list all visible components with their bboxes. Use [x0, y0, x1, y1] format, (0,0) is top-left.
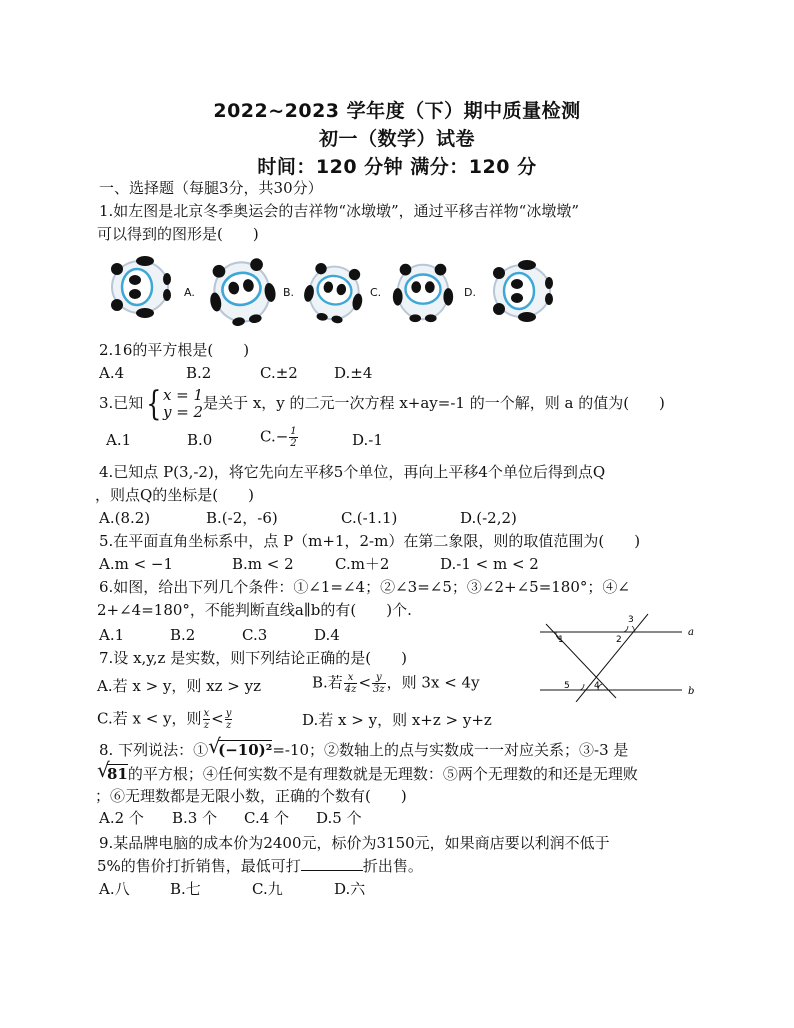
q1-option-c-label: C.	[370, 286, 382, 299]
q3-option-c-num: 1	[290, 426, 297, 437]
transversal-2	[576, 614, 648, 702]
q2-stem: 2.16的平方根是( )	[99, 341, 250, 359]
q4-option-b: B.(-2，-6)	[206, 509, 278, 527]
q6-stem-line2: 2+∠4=180°，不能判断直线a∥b的有( )个.	[97, 601, 412, 619]
q7-option-b-post: ，则 3x < 4y	[386, 673, 480, 692]
q1-stem-line1: 1.如左图是北京冬季奥运会的吉祥物“冰墩墩”，通过平移吉祥物“冰墩墩”	[99, 202, 579, 220]
q2-option-b: B.2	[186, 364, 212, 382]
q3-equation-system	[163, 387, 203, 421]
q8-stem-line3: ；⑥无理数都是无限小数，正确的个数有( )	[95, 787, 407, 805]
angle-4-label: 4	[594, 681, 600, 691]
q7-option-b	[312, 672, 480, 695]
q8-line2-text: 的平方根；④任何实数不是有理数就是无理数：⑤两个无理数的和还是无理败	[127, 765, 638, 783]
q3-brace: {	[146, 384, 162, 424]
exam-title: 2022~2023 学年度（下）期中质量检测	[213, 100, 581, 122]
q7-option-d: D.若 x > y，则 x+z > y+z	[302, 711, 492, 729]
q3-option-c-den: 2	[290, 438, 297, 449]
q2-option-d: D.±4	[334, 364, 373, 382]
q5-option-b: B.m < 2	[232, 555, 294, 573]
parallel-lines-figure	[536, 610, 706, 702]
q5-stem: 5.在平面直角坐标系中，点 P（m+1，2-m）在第二象限，则的取值范围为( )	[99, 532, 641, 550]
q8-option-b: B.3 个	[172, 809, 218, 827]
q5-option-d: D.-1 < m < 2	[440, 555, 539, 573]
q3-option-c	[260, 426, 299, 449]
q7-stem: 7.设 x,y,z 是实数，则下列结论正确的是( )	[99, 649, 407, 667]
q7-b-d2: 3z	[373, 684, 385, 695]
q9-option-c: C.九	[252, 880, 283, 898]
q3-option-b: B.0	[187, 431, 213, 449]
panda-option-c-image	[388, 256, 458, 328]
angle-2-label: 2	[616, 635, 622, 645]
q1-option-b-label: B.	[283, 286, 295, 299]
exam-subtitle: 初一（数学）试卷	[318, 128, 475, 150]
q7-option-c-pre: C.若 x < y，则	[97, 709, 202, 728]
panda-option-d-image	[486, 258, 558, 324]
q7-b-n2: y	[372, 672, 386, 684]
q3-option-a: A.1	[106, 431, 132, 449]
q3-option-d: D.-1	[352, 431, 383, 449]
q3-option-c-fraction	[289, 426, 297, 449]
q9-line2-pre: 5%的售价打折销售，最低可打	[97, 857, 301, 875]
q8-option-d: D.5 个	[316, 809, 362, 827]
panda-option-a-image	[202, 257, 282, 327]
panda-option-b-image	[300, 256, 368, 330]
q9-option-d: D.六	[334, 880, 366, 898]
q3-option-c-prefix: C.−	[260, 427, 289, 446]
q5-option-a: A.m < −1	[99, 555, 174, 573]
q2-option-a: A.4	[99, 364, 125, 382]
q7-option-c-frac1	[203, 708, 211, 731]
line-a-label: a	[688, 627, 694, 638]
q4-option-c: C.(-1.1)	[341, 509, 398, 527]
q8-stem-line1	[99, 734, 629, 760]
q8-option-c: C.4 个	[244, 809, 290, 827]
line-b-label: b	[688, 686, 695, 697]
q8-sqrt-81-arg: 81	[107, 765, 128, 783]
q4-stem-line1: 4.已知点 P(3,-2)，将它先向左平移5个单位，再向上平移4个单位后得到点Q	[99, 463, 606, 481]
q3-eq1: x = 1	[162, 386, 204, 404]
q3-stem	[99, 384, 665, 424]
q8-post: =-10；②数轴上的点与实数成一一对应关系；③-3 是	[272, 741, 629, 759]
q7-c-d1: z	[203, 720, 209, 731]
q7-option-b-frac1	[344, 672, 358, 695]
q4-option-d: D.(-2,2)	[460, 509, 517, 527]
angle-1-label: 1	[558, 635, 564, 645]
angle-3-label: 3	[628, 615, 634, 625]
q8-stem-line2	[97, 758, 638, 784]
q7-option-b-frac2	[372, 672, 386, 695]
q9-stem-line2	[97, 856, 423, 876]
q6-stem-line1: 6.如图，给出下列几个条件：①∠1=∠4；②∠3=∠5；③∠2+∠5=180°；④∠	[99, 578, 630, 596]
q3-stem-pre: 3.已知	[99, 394, 144, 412]
q1-option-d-label: D.	[464, 286, 476, 299]
q9-line2-post: 折出售。	[362, 857, 423, 875]
q7-b-d1: 4z	[344, 684, 357, 695]
q8-sqrt-1: √ (−10)²	[208, 734, 273, 759]
q1-option-a-label: A.	[184, 286, 195, 299]
angle-5-label: 5	[564, 681, 570, 691]
q8-sqrt-arg: (−10)²	[218, 741, 273, 759]
q7-option-c-frac2	[225, 708, 233, 731]
q9-option-a: A.八	[99, 880, 130, 898]
q3-eq2: y = 2	[162, 403, 204, 421]
q7-option-b-pre: B.若	[312, 673, 343, 692]
q8-sqrt-81: √ 81	[97, 758, 128, 783]
panda-original-image	[104, 254, 176, 320]
q6-option-d: D.4	[314, 626, 340, 644]
q8-option-a: A.2 个	[99, 809, 144, 827]
q5-option-c: C.m＋2	[335, 555, 390, 573]
q4-option-a: A.(8.2)	[99, 509, 151, 527]
q1-stem-line2: 可以得到的图形是( )	[97, 225, 259, 243]
q9-answer-blank	[301, 856, 363, 871]
q7-b-lt: <	[358, 673, 372, 692]
q7-c-n1: x	[203, 708, 210, 719]
q7-c-d2: z	[225, 720, 232, 731]
q7-c-n2: y	[225, 708, 232, 719]
q6-option-a: A.1	[99, 626, 125, 644]
exam-time-score: 时间：120 分钟 满分：120 分	[257, 156, 537, 178]
q7-option-a: A.若 x > y，则 xz > yz	[97, 677, 262, 695]
q7-c-lt: <	[211, 709, 224, 728]
q6-option-b: B.2	[170, 626, 196, 644]
q8-pre: 8. 下列说法：①	[99, 741, 209, 759]
q6-option-c: C.3	[242, 626, 268, 644]
section-heading: 一、选择题（每腿3分，共30分）	[99, 179, 323, 197]
q4-stem-line2: ，则点Q的坐标是( )	[95, 486, 255, 504]
q9-stem-line1: 9.某品牌电脑的成本价为2400元，标价为3150元，如果商店要以利润不低于	[99, 834, 610, 852]
q3-stem-post: 是关于 x，y 的二元一次方程 x+ay=-1 的一个解，则 a 的值为( )	[203, 394, 665, 412]
q7-b-n1: x	[344, 672, 358, 684]
q7-option-c	[97, 708, 233, 731]
q9-option-b: B.七	[170, 880, 201, 898]
q2-option-c: C.±2	[260, 364, 298, 382]
